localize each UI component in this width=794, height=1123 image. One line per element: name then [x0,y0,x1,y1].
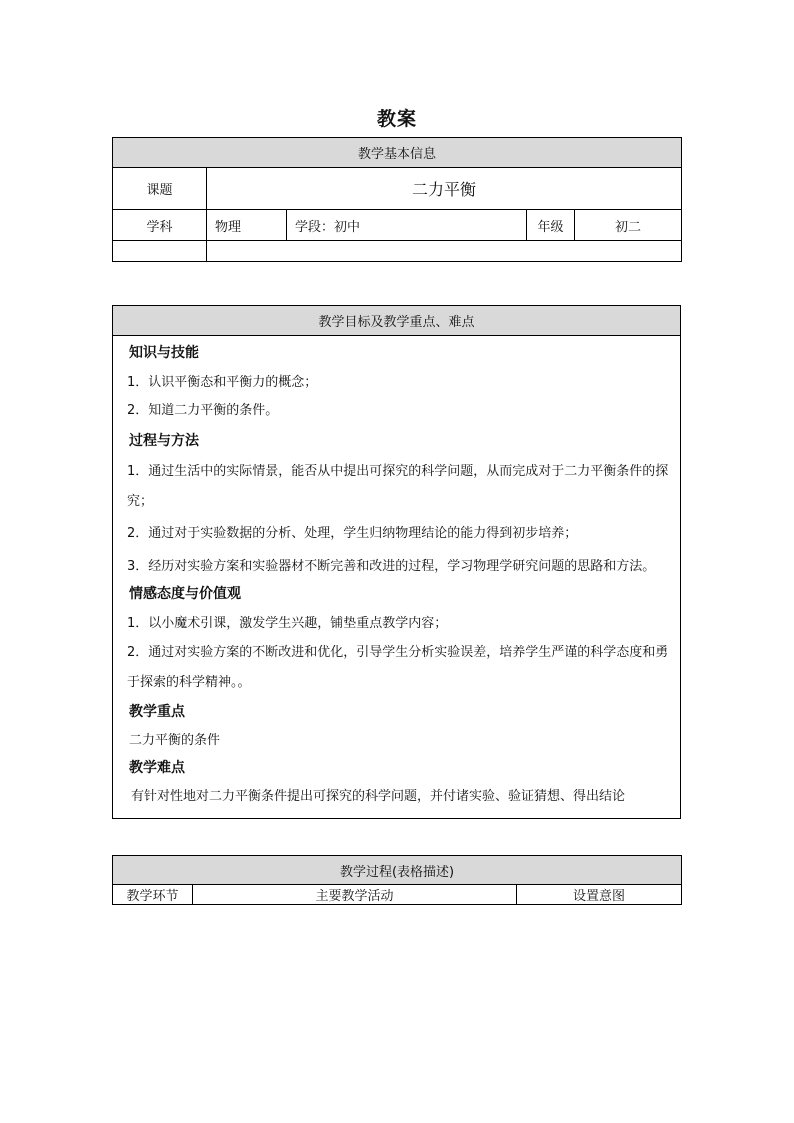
empty-cell-right [207,241,682,262]
col-design-intent: 设置意图 [517,885,682,905]
key-point-text: 二力平衡的条件 [129,733,221,748]
section-difficulty: 教学难点 [129,760,185,776]
section-key-point: 教学重点 [129,704,185,720]
basic-info-header: 教学基本信息 [113,138,682,168]
goals-header: 教学目标及教学重点、难点 [113,306,681,336]
knowledge-item-1: 1．认识平衡态和平衡力的概念； [127,375,318,390]
process-item-2: 2．通过对于实验数据的分析、处理，学生归纳物理结论的能力得到初步培养； [127,526,578,541]
process-item-1: 1．通过生活中的实际情景，能否从中提出可探究的科学问题，从而完成对于二力平衡条件的探究； [127,464,669,509]
topic-label: 课题 [113,168,207,210]
empty-cell-left [113,241,207,262]
process-header: 教学过程(表格描述) [113,856,682,885]
stage-value: 学段：初中 [287,210,527,241]
attitude-item-1: 1．以小魔术引课，激发学生兴趣，铺垫重点教学内容； [127,616,448,631]
basic-info-table [112,137,682,262]
subject-label: 学科 [113,210,207,241]
knowledge-item-2: 2．知道二力平衡的条件。 [127,403,279,418]
attitude-item-2: 2．通过对实验方案的不断改进和优化，引导学生分析实验误差，培养学生严谨的科学态度和勇于探索的科学精神。。 [127,645,669,690]
goals-table [112,305,681,819]
section-attitude: 情感态度与价值观 [129,586,241,602]
grade-label: 年级 [527,210,575,241]
goals-content [113,336,681,819]
col-main-activities: 主要教学活动 [193,885,517,905]
process-item-3: 3．经历对实验方案和实验器材不断完善和改进的过程，学习物理学研究问题的思路和方法。 [127,559,656,574]
difficulty-text: 有针对性地对二力平衡条件提出可探究的科学问题，并付诸实验、验证猜想、得出结论 [131,789,626,804]
col-teaching-step: 教学环节 [113,885,193,905]
grade-value: 初二 [575,210,682,241]
document-title: 教案 [376,108,417,130]
subject-value: 物理 [207,210,287,241]
topic-value: 二力平衡 [207,168,682,210]
section-knowledge: 知识与技能 [129,345,199,361]
section-process: 过程与方法 [129,433,199,449]
process-table [112,855,682,905]
